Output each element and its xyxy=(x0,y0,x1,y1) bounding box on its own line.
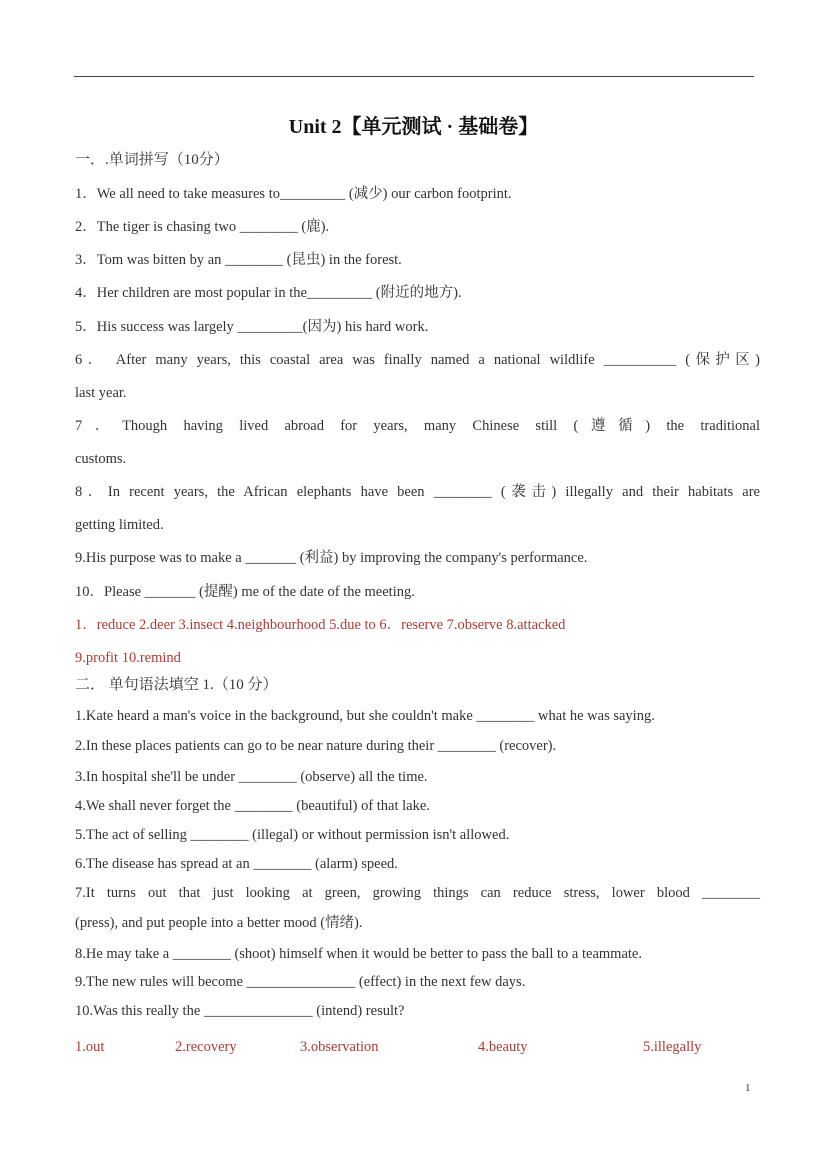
s2-answer-4: 4.beauty xyxy=(478,1039,528,1055)
s1-question-3: 3．Tom was bitten by an ________ (昆虫) in the forest. xyxy=(75,252,402,268)
s1-question-8-line1: 8．In recent years, the African elephants have been ________ (袭击) illegally and their habitats are xyxy=(75,484,760,500)
s1-question-6-line1: 6． After many years, this coastal area was finally named a national wildlife __________ (保护区) xyxy=(75,352,760,368)
s1-question-2: 2．The tiger is chasing two ________ (鹿). xyxy=(75,219,330,235)
s1-question-8-line2: getting limited. xyxy=(75,517,164,533)
section2-heading: 二． 单句语法填空 1.（10 分） xyxy=(75,677,278,693)
s1-question-5: 5．His success was largely _________(因为) his hard work. xyxy=(75,319,429,335)
s1-question-9: 9.His purpose was to make a _______ (利益) by improving the company's performance. xyxy=(75,550,588,566)
s1-question-1: 1．We all need to take measures to_________ (减少) our carbon footprint. xyxy=(75,186,512,202)
s2-question-10: 10.Was this really the _______________ (intend) result? xyxy=(75,1003,405,1019)
s2-question-2: 2.In these places patients can go to be near nature during their ________ (recover). xyxy=(75,738,557,754)
s2-answer-5: 5.illegally xyxy=(643,1039,702,1055)
s2-answer-1: 1.out xyxy=(75,1039,105,1055)
s1-answers-line2: 9.profit 10.remind xyxy=(75,650,181,666)
page-number: 1 xyxy=(745,1082,751,1094)
s2-question-7-line2: (press), and put people into a better mood (情绪). xyxy=(75,915,363,931)
s1-question-7-line2: customs. xyxy=(75,451,127,467)
s2-question-9: 9.The new rules will become _______________ (effect) in the next few days. xyxy=(75,974,526,990)
s1-question-6-line2: last year. xyxy=(75,385,127,401)
s1-question-10: 10．Please _______ (提醒) me of the date of the meeting. xyxy=(75,584,415,600)
s2-question-1: 1.Kate heard a man's voice in the background, but she couldn't make ________ what he was saying. xyxy=(75,708,655,724)
s2-answer-3: 3.observation xyxy=(300,1039,379,1055)
s2-answer-2: 2.recovery xyxy=(175,1039,237,1055)
s1-question-7-line1: 7．Though having lived abroad for years, many Chinese still (遵循) the traditional xyxy=(75,418,760,434)
s2-question-5: 5.The act of selling ________ (illegal) or without permission isn't allowed. xyxy=(75,827,510,843)
s2-question-3: 3.In hospital she'll be under ________ (observe) all the time. xyxy=(75,769,428,785)
s1-answers-line1: 1．reduce 2.deer 3.insect 4.neighbourhood 5.due to 6．reserve 7.observe 8.attacked xyxy=(75,617,566,633)
s1-question-4: 4．Her children are most popular in the_________ (附近的地方). xyxy=(75,285,462,301)
page-title: Unit 2【单元测试 · 基础卷】 xyxy=(288,116,539,138)
section1-heading: 一．.单词拼写（10分） xyxy=(75,152,229,168)
s2-question-8: 8.He may take a ________ (shoot) himself when it would be better to pass the ball to a teammate. xyxy=(75,946,642,962)
s2-question-7-line1: 7.It turns out that just looking at green, growing things can reduce stress, lower blood ________ xyxy=(75,885,760,901)
s2-question-6: 6.The disease has spread at an ________ (alarm) speed. xyxy=(75,856,398,872)
s2-question-4: 4.We shall never forget the ________ (beautiful) of that lake. xyxy=(75,798,430,814)
header-rule xyxy=(74,76,754,77)
